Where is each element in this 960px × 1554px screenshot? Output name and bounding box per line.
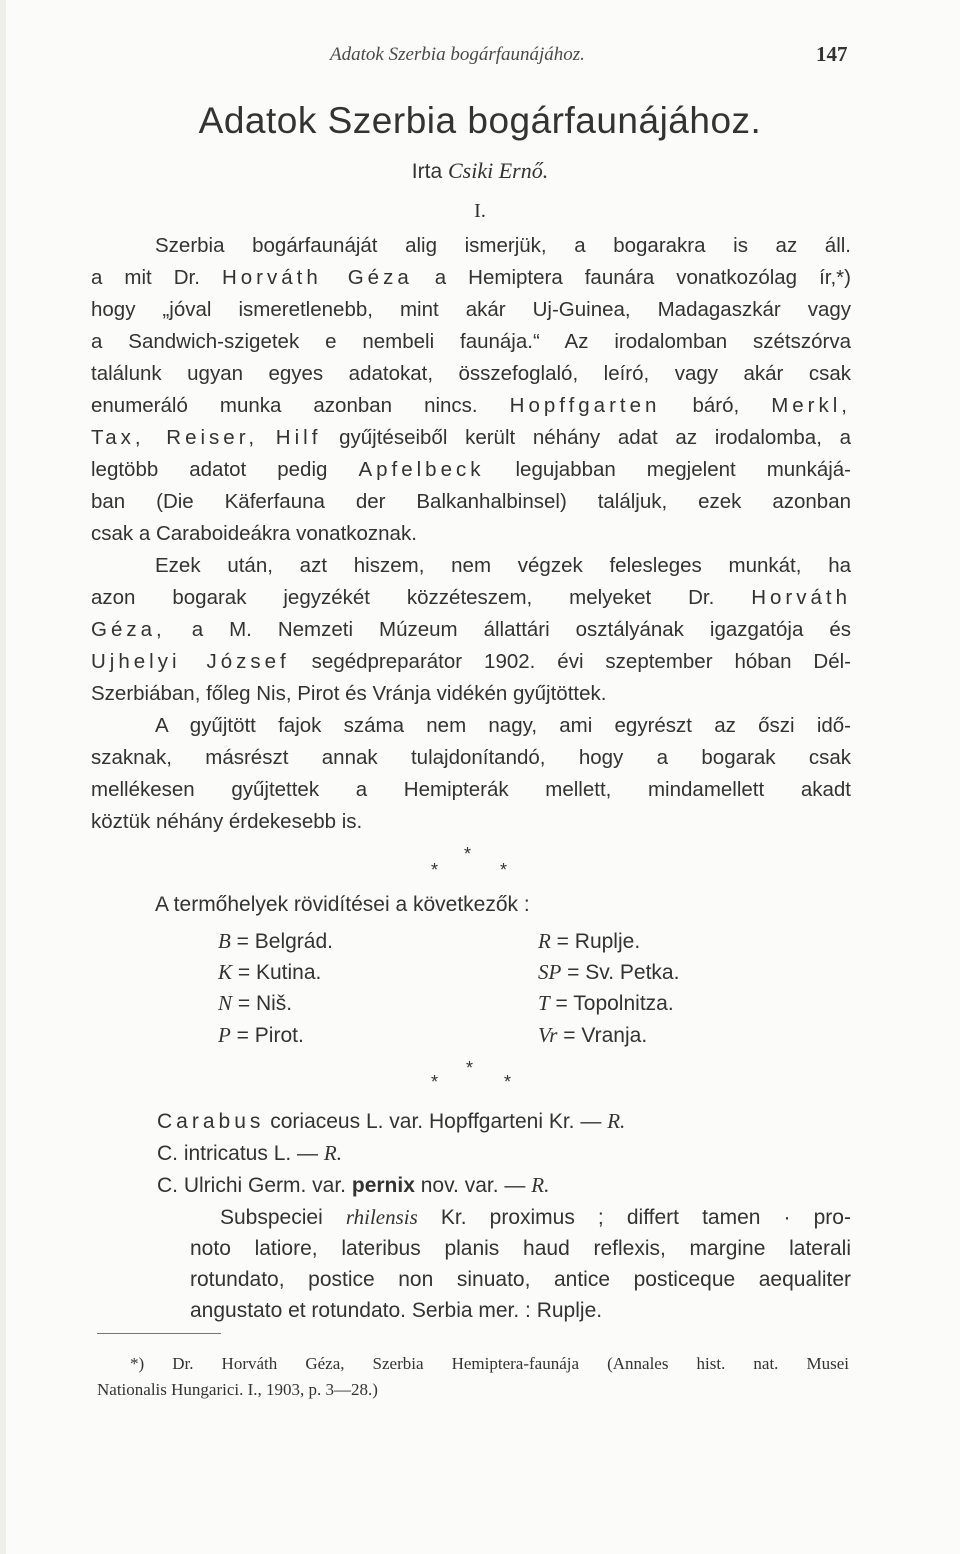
abbreviation-key: B xyxy=(218,929,231,953)
description-line-2: noto latiore, lateribus planis haud reflexis, margine laterali xyxy=(190,1237,851,1260)
person-name: Ujhelyi József xyxy=(91,650,290,673)
equals-sign: = xyxy=(236,1024,249,1047)
text-span: legtöbb adatot pedig xyxy=(91,458,328,481)
abbreviation-key: R xyxy=(538,929,551,953)
paragraph-2-line-3 xyxy=(91,618,851,642)
person-name: Hopffgarten xyxy=(509,394,661,417)
species-text: C. intricatus L. — xyxy=(157,1142,319,1165)
person-name: Géza, xyxy=(91,618,166,641)
footnote-line-2: Nationalis Hungarici. I., 1903, p. 3—28.) xyxy=(97,1380,378,1399)
equals-sign: = xyxy=(237,992,251,1015)
abbreviations-intro: A termőhelyek rövidítései a következők : xyxy=(155,893,530,916)
species-entry-2 xyxy=(157,1141,342,1166)
footnote-rule xyxy=(97,1333,221,1334)
person-name: Hilf xyxy=(275,426,322,449)
species-text: C. Ulrichi Germ. var. xyxy=(157,1174,347,1197)
equals-sign: = xyxy=(567,961,580,984)
abbreviation-key: N xyxy=(218,991,233,1015)
paragraph-1-line-5: találunk ugyan egyes adatokat, összefoglaló, leíró, vagy akár csak xyxy=(91,362,851,385)
paragraph-3-line-3: mellékesen gyűjtettek a Hemipterák mellett, mindamellett akadt xyxy=(91,778,851,801)
abbreviation-key: K xyxy=(218,960,233,984)
abbreviation-entry xyxy=(218,1023,304,1048)
abbreviation-key: T xyxy=(538,991,550,1015)
footnote-line-1: *) Dr. Horváth Géza, Szerbia Hemiptera-faunája (Annales hist. nat. Musei xyxy=(130,1354,849,1373)
paragraph-2-line-1: Ezek után, azt hiszem, nem végzek felesleges munkát, ha xyxy=(155,554,851,577)
person-name: Apfelbeck xyxy=(358,458,485,481)
paragraph-1-line-9: ban (Die Käferfauna der Balkanhalbinsel) találjuk, ezek azonban xyxy=(91,490,851,513)
abbreviation-value: Kutina. xyxy=(255,961,322,984)
text-span: azon bogarak jegyzékét közzéteszem, melyeket Dr. xyxy=(91,586,715,609)
abbreviation-entry xyxy=(218,991,292,1016)
description-line-3: rotundato, postice non sinuato, antice posticeque aequaliter xyxy=(190,1268,851,1291)
species-entry-1 xyxy=(157,1109,625,1134)
asterism-star-top: * xyxy=(466,1058,474,1078)
text-span: enumeráló munka azonban nincs. xyxy=(91,394,478,417)
page-number: 147 xyxy=(816,42,848,66)
paragraph-1-line-2 xyxy=(91,266,851,290)
abbreviation-value: Ruplje. xyxy=(574,930,641,953)
equals-sign: = xyxy=(555,992,568,1015)
text-span: Kr. proximus ; differt tamen · pro- xyxy=(440,1206,851,1229)
text-span: a mit Dr. xyxy=(91,266,200,289)
section-number: I. xyxy=(474,200,486,222)
paragraph-3-line-4: köztük néhány érdekesebb is. xyxy=(91,810,363,833)
text-span: a M. Nemzeti Múzeum állattári osztályának igazgatója és xyxy=(191,618,851,641)
byline-author: Csiki Ernő. xyxy=(447,158,549,183)
page-edge-shadow xyxy=(0,0,6,1554)
abbreviation-entry xyxy=(538,929,640,954)
asterism-star-top: * xyxy=(464,844,472,864)
abbreviation-key: P xyxy=(218,1023,231,1047)
locality-code: R. xyxy=(531,1173,550,1197)
abbreviation-value: Niš. xyxy=(255,992,293,1015)
paragraph-3-line-1: A gyűjtött fajok száma nem nagy, ami egyrészt az őszi idő- xyxy=(155,714,851,737)
abbreviation-value: Pirot. xyxy=(254,1024,304,1047)
paragraph-1-line-4: a Sandwich-szigetek e nembeli faunája.“ Az irodalomban szétszórva xyxy=(91,330,851,353)
text-span: segédpreparátor 1902. évi szeptember hóban Dél- xyxy=(311,650,852,673)
taxon-name: rhilensis xyxy=(345,1205,418,1229)
asterism-star-right: * xyxy=(500,860,508,880)
paragraph-1-line-3: hogy „jóval ismeretlenebb, mint akár Uj-Guinea, Madagaszkár vagy xyxy=(91,298,851,321)
paragraph-1-line-8 xyxy=(91,458,851,482)
abbreviation-value: Sv. Petka. xyxy=(585,961,680,984)
abbreviation-key: Vr xyxy=(538,1023,558,1047)
paragraph-1-line-1: Szerbia bogárfaunáját alig ismerjük, a bogarakra is az áll. xyxy=(155,234,851,257)
asterism-star-left: * xyxy=(431,1072,439,1092)
species-text: nov. var. — xyxy=(420,1174,526,1197)
asterism-star-left: * xyxy=(431,860,439,880)
abbreviation-value: Topolnitza. xyxy=(573,992,674,1015)
equals-sign: = xyxy=(237,961,251,984)
text-span: gyűjtéseiből került néhány adat az irodalomba, a xyxy=(339,426,851,449)
paragraph-1-line-7 xyxy=(91,426,851,450)
abbreviation-value: Vranja. xyxy=(581,1024,648,1047)
person-name: Horváth xyxy=(751,586,851,609)
species-text: coriaceus L. var. Hopffgarteni Kr. — xyxy=(270,1110,602,1133)
abbreviation-entry xyxy=(218,929,333,954)
byline xyxy=(0,158,960,184)
article-title: Adatok Szerbia bogárfaunájához. xyxy=(198,100,762,141)
equals-sign: = xyxy=(556,930,569,953)
description-line-1 xyxy=(220,1205,851,1230)
equals-sign: = xyxy=(236,930,249,953)
species-entry-3 xyxy=(157,1173,549,1198)
genus-name: Carabus xyxy=(157,1110,265,1133)
person-name: Tax, Reiser, xyxy=(91,426,259,449)
abbreviation-entry xyxy=(538,960,679,985)
running-header-title: Adatok Szerbia bogárfaunájához. xyxy=(330,44,585,65)
paragraph-1-line-6 xyxy=(91,394,851,418)
abbreviation-entry xyxy=(538,991,674,1016)
person-name: Merkl, xyxy=(771,394,851,417)
locality-code: R. xyxy=(607,1109,626,1133)
abbreviation-entry xyxy=(538,1023,647,1048)
paragraph-2-line-4 xyxy=(91,650,851,674)
locality-code: R. xyxy=(323,1141,342,1165)
person-name: Horváth Géza xyxy=(221,266,413,289)
asterism-star-right: * xyxy=(504,1072,512,1092)
paragraph-2-line-5: Szerbiában, főleg Nis, Pirot és Vránja vidékén gyűjtöttek. xyxy=(91,682,607,705)
new-variety-name: pernix xyxy=(351,1174,415,1197)
paragraph-1-line-10: csak a Caraboideákra vonatkoznak. xyxy=(91,522,417,545)
text-span: a Hemiptera faunára vonatkozólag ír,*) xyxy=(434,266,851,289)
text-span: Subspeciei xyxy=(220,1206,323,1229)
abbreviation-value: Belgrád. xyxy=(254,930,333,953)
description-line-4: angustato et rotundato. Serbia mer. : Ruplje. xyxy=(190,1299,603,1322)
text-span: legujabban megjelent munkájá- xyxy=(515,458,852,481)
abbreviation-key: SP xyxy=(538,960,562,984)
byline-prefix: Irta xyxy=(411,160,443,183)
text-span: báró, xyxy=(692,394,740,417)
equals-sign: = xyxy=(563,1024,576,1047)
paragraph-3-line-2: szaknak, másrészt annak tulajdonítandó, hogy a bogarak csak xyxy=(91,746,851,769)
paragraph-2-line-2 xyxy=(91,586,851,610)
abbreviation-entry xyxy=(218,960,321,985)
